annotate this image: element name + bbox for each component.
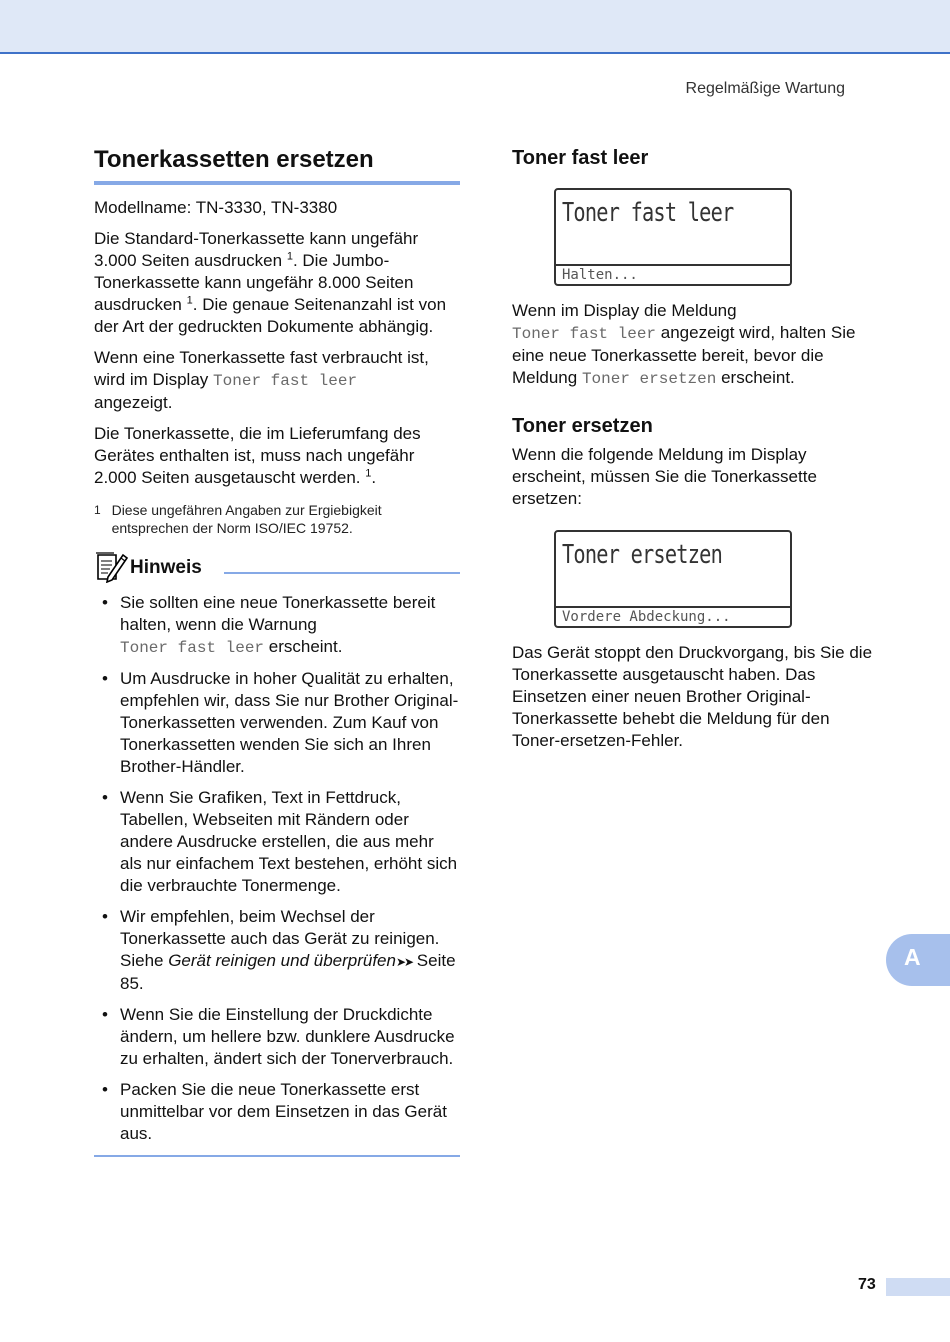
appendix-tab[interactable] (886, 934, 950, 986)
low-toner-paragraph: Wenn eine Tonerkassette fast verbraucht ist, wird im Display Toner fast leer angezeigt. (94, 348, 429, 412)
replace-toner-intro: Wenn die folgende Meldung im Display erscheint, müssen Sie die Tonerkassette ersetzen: (512, 445, 817, 508)
footnote-ref: 1 (365, 467, 372, 480)
running-head: Regelmäßige Wartung (685, 80, 845, 97)
double-arrow-icon: ➤➤ (395, 955, 413, 969)
display-message: Toner fast leer (120, 639, 265, 657)
lcd-main-text: Toner ersetzen (562, 540, 723, 570)
starter-cartridge-paragraph: Die Tonerkassette, die im Lieferumfang des Gerätes enthalten ist, muss nach ungefähr 2.000 Seiten ausgetauscht werden. $^1$. (94, 424, 421, 487)
model-name: Modellname: TN-3330, TN-3380 (94, 198, 338, 217)
list-item: • Sie sollten eine neue Tonerkassette bereit halten, wenn die Warnung Toner fast leer erscheint. (94, 592, 460, 659)
page-number-bar (886, 1278, 950, 1296)
lcd-sub-text: Halten... (556, 264, 790, 284)
list-item: • Packen Sie die neue Tonerkassette erst unmittelbar vor dem Einsetzen in das Gerät aus. (94, 1079, 460, 1145)
note-header (94, 553, 460, 583)
footnote-number: 1 (94, 503, 101, 517)
lcd-display (554, 530, 792, 628)
display-message: Toner fast leer (213, 372, 358, 390)
replace-toner-info: Das Gerät stoppt den Druckvorgang, bis Sie die Tonerkassette ausgetauscht haben. Das Einsetzen einer neuen Brother Original-Tonerkassette behebt die Meldung für den Toner-ersetzen-Fehler. (512, 643, 873, 750)
subsection-title: Toner ersetzen (512, 415, 653, 437)
note-title: Hinweis (130, 557, 202, 578)
footnote (94, 501, 460, 537)
list-item: • Um Ausdrucke in hoher Qualität zu erhalten, empfehlen wir, dass Sie nur Brother Original-Tonerkassetten verwenden. Zum Kauf von Tonerkassetten wenden Sie sich an Ihren Brother-Händler. (94, 668, 460, 778)
footnote-ref: 1 (186, 294, 193, 307)
footnote-text: Diese ungefähren Angaben zur Ergiebigkeit entsprechen der Norm ISO/IEC 19752. (111, 502, 382, 536)
capacity-paragraph: Die Standard-Tonerkassette kann ungefähr 3.000 Seiten ausdrucken $^1$. Die Jumbo-Tonerkassette kann ungefähr 8.000 Seiten ausdrucken $^1$. Die genaue Seitenanzahl ist von der Art der gedruckten Dokumente abhängig. (94, 229, 447, 336)
right-column (512, 142, 882, 752)
subsection-title: Toner fast leer (512, 147, 649, 169)
list-item: • Wenn Sie die Einstellung der Druckdichte ändern, um hellere bzw. dunklere Ausdrucke zu erhalten, ändert sich der Tonerverbrauch. (94, 1004, 460, 1070)
header-band (0, 0, 950, 54)
page-number: 73 (858, 1276, 876, 1293)
lcd-display (554, 188, 792, 286)
lcd-sub-text: Vordere Abdeckung... (556, 606, 790, 626)
display-message: Toner ersetzen (581, 370, 717, 388)
section-title: Tonerkassetten ersetzen (94, 142, 460, 185)
footnote-ref: 1 (286, 250, 293, 263)
display-message: Toner fast leer (512, 325, 657, 343)
list-item: • Wenn Sie Grafiken, Text in Fettdruck, Tabellen, Webseiten mit Rändern oder andere Ausdrucke erstellen, die aus mehr als nur einfachem Text bestehen, erhöht sich die verbrauchte Tonermenge. (94, 787, 460, 897)
appendix-tab-label: A (904, 944, 921, 970)
cross-reference-link[interactable]: Gerät reinigen und überprüfen (168, 951, 396, 970)
list-item: • Wir empfehlen, beim Wechsel der Tonerkassette auch das Gerät zu reinigen. Siehe Gerät reinigen und überprüfen➤➤ Seite 85. (94, 906, 460, 995)
note-bottom-rule (94, 1155, 460, 1157)
note-pencil-icon (94, 549, 128, 583)
note-list (94, 592, 460, 1145)
note-rule (224, 572, 460, 574)
low-toner-info: Wenn im Display die Meldung Toner fast leer angezeigt wird, halten Sie eine neue Tonerkassette bereit, bevor die Meldung Toner ersetzen erscheint. (512, 301, 856, 388)
lcd-main-text: Toner fast leer (562, 198, 734, 228)
left-column (94, 142, 460, 1157)
